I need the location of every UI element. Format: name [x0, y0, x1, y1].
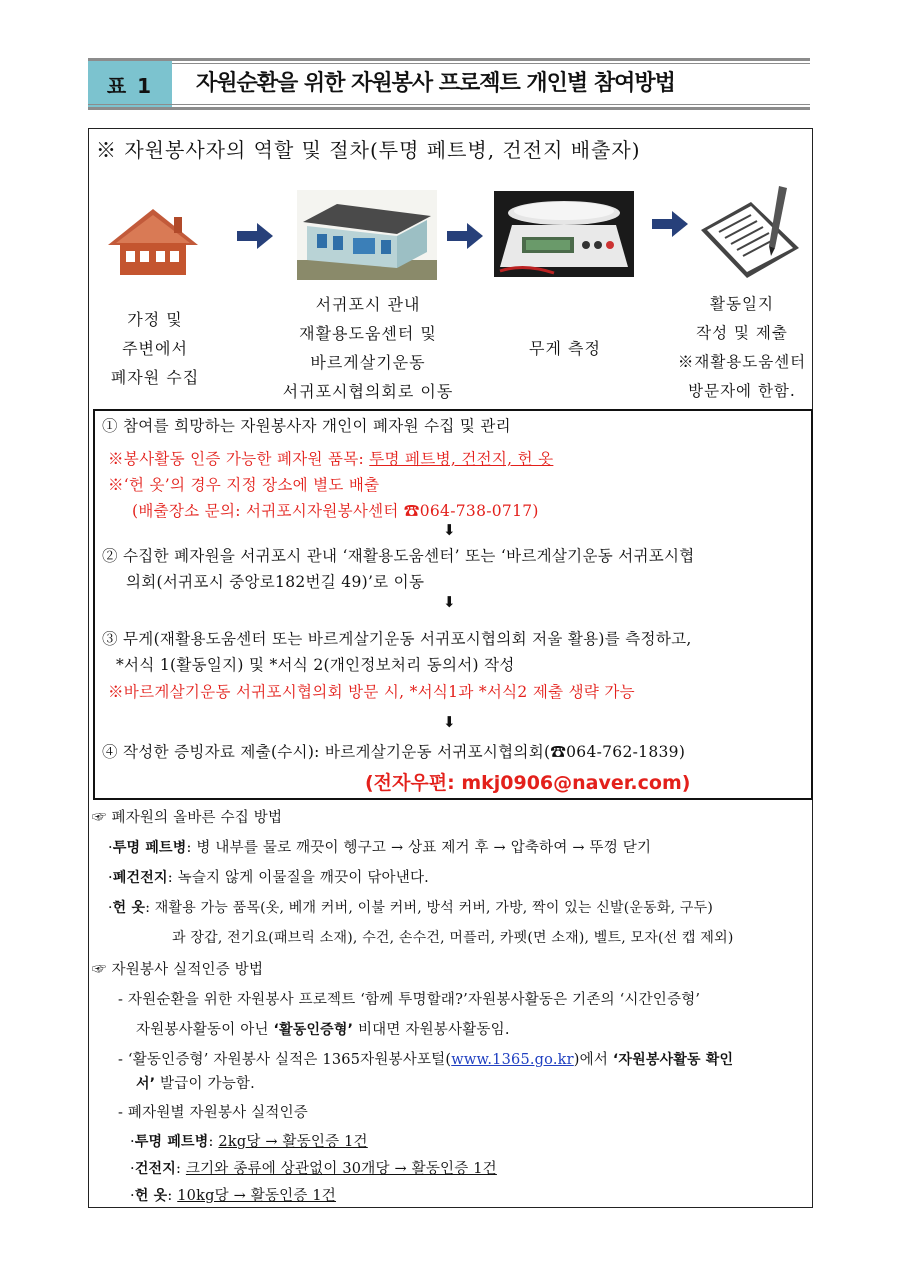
step2-text-a: ② 수집한 폐자원을 서귀포시 관내 ‘재활용도움센터’ 또는 ‘바르게살기운동 서귀포시협 — [102, 547, 695, 565]
flow-step1-line: 주변에서 — [122, 339, 188, 358]
step1-note-items-list: 투명 페트병, 건전지, 헌 옷 — [369, 450, 554, 468]
collect-clothes: ·헌 옷: 재활용 가능 품목(옷, 베개 커버, 이불 커버, 방석 커버, 가방, 짝이 있는 신발(운동화, 구두) — [108, 900, 713, 916]
certify-p3: - 폐자원별 자원봉사 실적인증 — [118, 1105, 309, 1121]
certify-rule-battery-text: 크기와 종류에 상관없이 30개당 → 활동인증 1건 — [185, 1161, 497, 1177]
certify-p2-b — [136, 1072, 255, 1093]
certify-rule-clothes-text: 10kg당 → 활동인증 1건 — [177, 1188, 337, 1204]
step3-text-b: *서식 1(활동일지) 및 *서식 2(개인정보처리 동의서) 작성 — [116, 656, 515, 674]
flow-step2-line: 재활용도움센터 및 — [299, 324, 437, 343]
step4-email: (전자우편: mkj0906@naver.com) — [365, 772, 691, 794]
flow-step2-line: 서귀포시협의회로 이동 — [282, 382, 454, 401]
step2-text-b: 의회(서귀포시 중앙로182번길 49)’로 이동 — [126, 573, 425, 591]
certify-rule-pet-text: 2kg당 → 활동인증 1건 — [218, 1134, 368, 1150]
step1-text: ① 참여를 희망하는 자원봉사자 개인이 폐자원 수집 및 관리 — [102, 417, 511, 435]
certify-p2-a — [118, 1048, 733, 1069]
certify-rule-battery: ·건전지: 크기와 종류에 상관없이 30개당 → 활동인증 1건 — [130, 1161, 497, 1177]
certify-p2-b-post: 발급이 가능함. — [155, 1076, 255, 1092]
certify-p1-b — [136, 1018, 510, 1039]
certify-p2-mid: )에서 — [573, 1052, 613, 1068]
certify-rule-clothes: ·헌 옷: 10kg당 → 활동인증 1건 — [130, 1188, 337, 1204]
certify-heading: ☞ 자원봉사 실적인증 방법 — [92, 962, 264, 978]
flow-step1-line: 폐자원 수집 — [110, 368, 200, 387]
flow-step4-line: ※재활용도움센터 — [677, 353, 807, 371]
arrow-right-icon — [447, 223, 483, 249]
certify-rule-pet-label: 투명 페트병 — [134, 1134, 209, 1150]
collect-pet-label: 투명 페트병 — [112, 840, 187, 856]
step1-note-clothes: ※‘헌 옷’의 경우 지정 장소에 별도 배출 — [108, 476, 380, 494]
flow-step2-label — [268, 290, 468, 406]
down-arrow-icon: ⬇ — [443, 713, 456, 731]
flow-step4-line: 방문자에 한함. — [688, 382, 796, 400]
flow-step4-line: 작성 및 제출 — [696, 324, 788, 342]
step1-note-items — [108, 447, 553, 469]
scale-icon — [494, 191, 634, 277]
collect-clothes-text: : 재활용 가능 품목(옷, 베개 커버, 이불 커버, 방석 커버, 가방, 짝이 있는 신발(운동화, 구두) — [145, 900, 713, 916]
flow-step1-label — [100, 305, 210, 392]
collect-battery-label: 폐건전지 — [112, 870, 168, 886]
header-rule-bottom — [88, 107, 810, 110]
table-badge: 표 1 — [88, 61, 172, 107]
flow-step2-line: 서귀포시 관내 — [315, 295, 421, 314]
certify-p2-pre: - ‘활동인증형’ 자원봉사 실적은 1365자원봉사포털( — [118, 1052, 452, 1068]
collect-clothes-label: 헌 옷 — [112, 900, 146, 916]
notepad-pen-icon — [695, 182, 805, 282]
certify-rule-pet: ·투명 페트병: 2kg당 → 활동인증 1건 — [130, 1134, 368, 1150]
collect-battery: ·폐건전지: 녹슬지 않게 이물질을 깨끗이 닦아낸다. — [108, 870, 429, 886]
building-icon — [297, 190, 437, 280]
step1-note-prefix: ※봉사활동 인증 가능한 폐자원 품목: — [108, 450, 370, 468]
step3-text-a: ③ 무게(재활용도움센터 또는 바르게살기운동 서귀포시협의회 저울 활용)를 측정하고, — [102, 630, 692, 648]
page-title: 자원순환을 위한 자원봉사 프로젝트 개인별 참여방법 — [196, 71, 675, 96]
flow-step2-line: 바르게살기운동 — [310, 353, 426, 372]
flow-step3-line: 무게 측정 — [529, 339, 601, 358]
down-arrow-icon: ⬇ — [443, 521, 456, 539]
certify-p1-b-bold: ‘활동인증형’ — [273, 1022, 354, 1038]
collect-pet: ·투명 페트병: 병 내부를 물로 깨끗이 헹구고 → 상표 제거 후 → 압축하여 → 뚜껑 닫기 — [108, 840, 652, 856]
arrow-right-icon — [237, 223, 273, 249]
certify-p2-b-bold: 서’ — [136, 1076, 156, 1092]
collect-clothes-cont: 과 장갑, 전기요(패브릭 소재), 수건, 손수건, 머플러, 카펫(면 소재), 벨트, 모자(선 캡 제외) — [172, 930, 734, 946]
flow-step4-line: 활동일지 — [710, 295, 774, 313]
certify-rule-clothes-label: 헌 옷 — [134, 1188, 168, 1204]
collect-battery-text: : 녹슬지 않게 이물질을 깨끗이 닦아낸다. — [167, 870, 429, 886]
flow-step1-line: 가정 및 — [127, 310, 183, 329]
header-rule-bottom-thin — [88, 104, 810, 105]
down-arrow-icon: ⬇ — [443, 593, 456, 611]
step4-text: ④ 작성한 증빙자료 제출(수시): 바르게살기운동 서귀포시협의회(☎064-762-1839) — [102, 743, 686, 761]
arrow-right-icon — [652, 211, 688, 237]
header-rule-top — [88, 58, 810, 61]
certify-p1-b-pre: 자원봉사활동이 아닌 — [136, 1022, 274, 1038]
flow-step4-label — [672, 290, 812, 406]
step1-note-contact: (배출장소 문의: 서귀포시자원봉사센터 ☎064-738-0717) — [132, 502, 539, 520]
portal-link[interactable]: www.1365.go.kr — [451, 1052, 574, 1068]
collect-heading: ☞ 폐자원의 올바른 수집 방법 — [92, 810, 283, 826]
house-icon — [104, 205, 202, 277]
certify-p2-bold: ‘자원봉사활동 확인 — [612, 1052, 734, 1068]
step3-note: ※바르게살기운동 서귀포시협의회 방문 시, *서식1과 *서식2 제출 생략 가능 — [108, 683, 635, 701]
section-title: ※ 자원봉사자의 역할 및 절차(투명 페트병, 건전지 배출자) — [96, 138, 641, 162]
certify-rule-battery-label: 건전지 — [134, 1161, 176, 1177]
flow-step3-label — [505, 334, 625, 363]
certify-p1-b-post: 비대면 자원봉사활동임. — [353, 1022, 510, 1038]
certify-p1-a: - 자원순환을 위한 자원봉사 프로젝트 ‘함께 투명할래?’자원봉사활동은 기존의 ‘시간인증형’ — [118, 992, 701, 1008]
collect-pet-text: : 병 내부를 물로 깨끗이 헹구고 → 상표 제거 후 → 압축하여 → 뚜껑 닫기 — [186, 840, 652, 856]
